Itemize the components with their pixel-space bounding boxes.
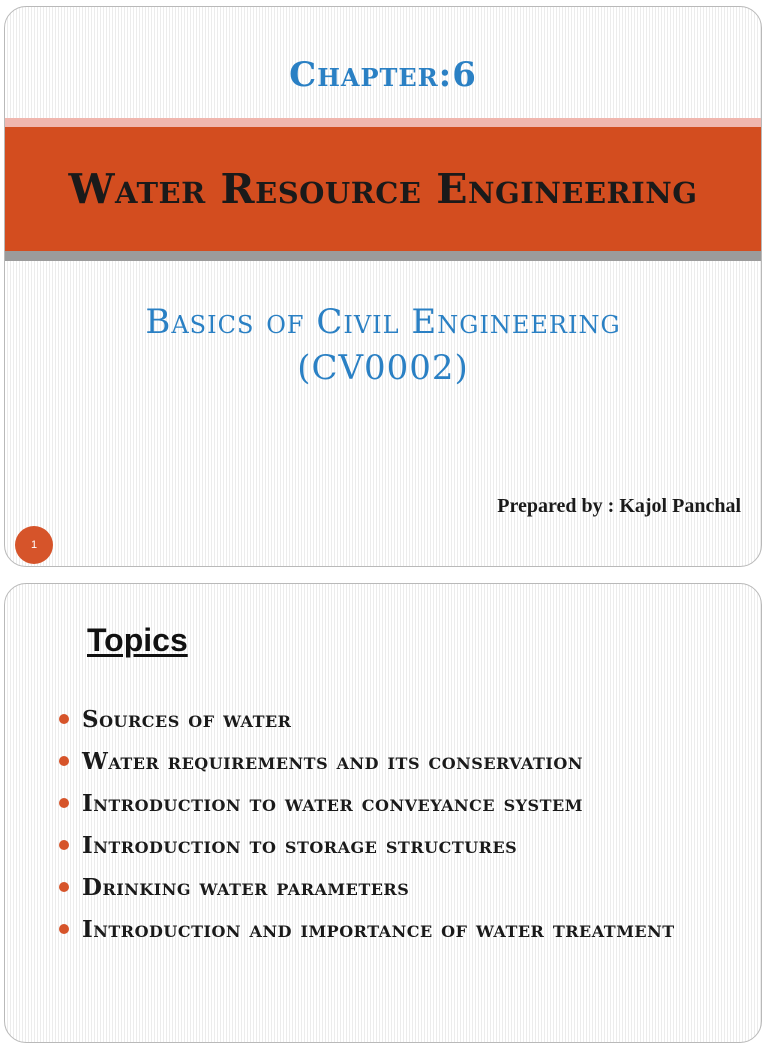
course-name-line1: Basics of Civil Engineering bbox=[145, 302, 621, 342]
title-slide bbox=[4, 6, 762, 567]
title-band-bottom bbox=[5, 251, 761, 261]
topic-text: Water requirements and its conservation bbox=[82, 748, 583, 775]
list-item bbox=[59, 744, 749, 780]
slide-title: Water Resource Engineering bbox=[68, 165, 698, 213]
bullet-icon bbox=[59, 798, 69, 808]
topic-text: Sources of water bbox=[82, 706, 292, 733]
topic-text: Drinking water parameters bbox=[82, 874, 410, 901]
bullet-icon bbox=[59, 924, 69, 934]
list-item bbox=[59, 912, 749, 948]
list-item bbox=[59, 828, 749, 864]
topic-text: Introduction and importance of water treatment bbox=[82, 916, 675, 943]
bullet-icon bbox=[59, 840, 69, 850]
topic-text: Introduction to storage structures bbox=[82, 832, 518, 859]
bullet-icon bbox=[59, 882, 69, 892]
course-code: (CV0002) bbox=[297, 348, 469, 388]
slide-number-badge: 1 bbox=[15, 526, 53, 564]
topics-slide bbox=[4, 583, 762, 1043]
list-item bbox=[59, 870, 749, 906]
prepared-by: Prepared by : Kajol Panchal bbox=[497, 495, 741, 517]
course-name bbox=[5, 299, 761, 391]
list-item bbox=[59, 702, 749, 738]
list-item bbox=[59, 786, 749, 822]
bullet-icon bbox=[59, 714, 69, 724]
bullet-icon bbox=[59, 756, 69, 766]
topic-text: Introduction to water conveyance system bbox=[82, 790, 583, 817]
topic-list bbox=[59, 702, 749, 954]
chapter-label: Chapter:6 bbox=[289, 55, 477, 95]
topics-heading: Topics bbox=[87, 622, 188, 658]
